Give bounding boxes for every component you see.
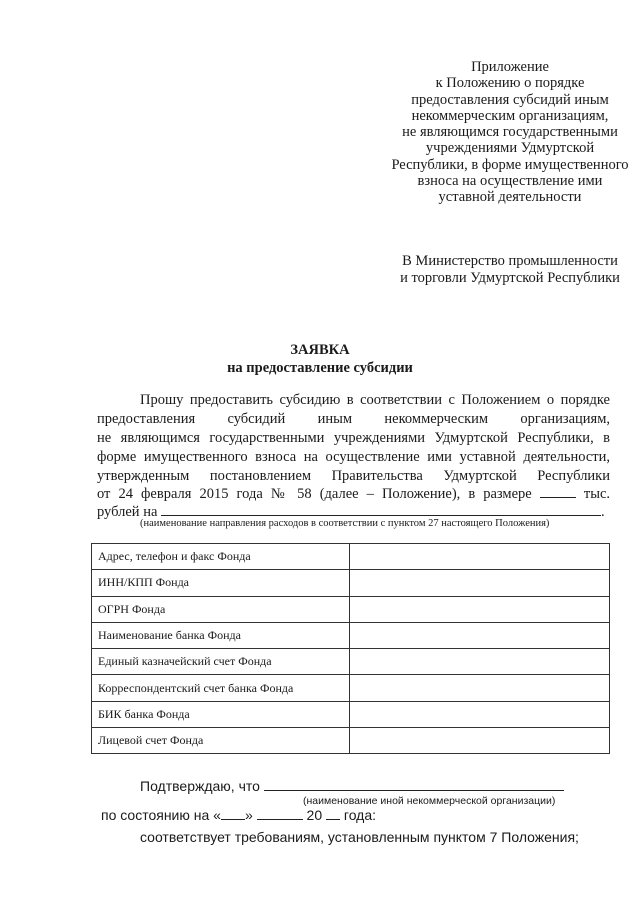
table-row <box>92 570 610 596</box>
appendix-line: к Положению о порядке <box>435 75 585 92</box>
body-line-3: не являющимся государственными учреждениями Удмуртской Республики, в <box>97 430 610 446</box>
table-row-label: Адрес, телефон и факс Фонда <box>92 544 350 570</box>
table-row-label: Лицевой счет Фонда <box>92 728 350 754</box>
table-row-value-field[interactable] <box>350 596 610 622</box>
day-blank-field[interactable] <box>221 807 245 820</box>
body-line-1: Прошу предоставить субсидию в соответствии с Положением о порядке <box>140 392 610 408</box>
table-row-value-field[interactable] <box>350 622 610 648</box>
table-row-label: Корреспондентский счет банка Фонда <box>92 675 350 701</box>
body-line-4: форме имущественного взноса на осуществление ими уставной деятельности, <box>97 449 610 465</box>
amount-blank-field[interactable] <box>540 485 576 498</box>
addressee <box>340 253 640 287</box>
table-row-value-field[interactable] <box>350 544 610 570</box>
organization-name-caption: (наименование иной некоммерческой организации) <box>303 795 556 807</box>
body-line-7-end: . <box>601 504 605 520</box>
appendix-line: Приложение <box>471 59 549 75</box>
body-line-6-unit: тыс. <box>583 486 611 502</box>
appendix-line: уставной деятельности <box>438 189 582 206</box>
body-line-2: предоставления субсидий иным некоммерческим организациям, <box>97 411 610 427</box>
expense-direction-caption: (наименование направления расходов в соответствии с пунктом 27 настоящего Положения) <box>140 518 550 529</box>
table-row <box>92 622 610 648</box>
table-row-label: Наименование банка Фонда <box>92 622 350 648</box>
date-suffix: года: <box>343 807 377 823</box>
document-title: ЗАЯВКА <box>290 342 350 358</box>
table-row-value-field[interactable] <box>350 675 610 701</box>
table-row <box>92 649 610 675</box>
table-row <box>92 728 610 754</box>
body-line-6-text: от 24 февраля 2015 года № 58 (далее – Положение), в размере <box>97 486 532 502</box>
date-quote-close: » <box>244 807 253 823</box>
document-subtitle: на предоставление субсидии <box>227 360 413 376</box>
table-row-label: ИНН/КПП Фонда <box>92 570 350 596</box>
date-prefix: по состоянию на « <box>101 807 221 823</box>
table-row <box>92 701 610 727</box>
appendix-header <box>340 59 640 206</box>
body-line-7-text: рублей на <box>97 504 158 520</box>
appendix-line: учреждениями Удмуртской <box>425 140 595 157</box>
table-row <box>92 596 610 622</box>
appendix-line: Республики, в форме имущественного <box>391 156 629 173</box>
organization-name-blank-field[interactable] <box>264 778 564 791</box>
table-row-label: Единый казначейский счет Фонда <box>92 649 350 675</box>
fund-requisites-table <box>91 543 610 754</box>
requirement-statement: соответствует требованиям, установленным пунктом 7 Положения; <box>140 829 579 845</box>
table-row-value-field[interactable] <box>350 570 610 596</box>
confirm-text: Подтверждаю, что <box>140 778 260 794</box>
table-row-value-field[interactable] <box>350 728 610 754</box>
appendix-line: не являющимся государственными <box>402 124 618 141</box>
appendix-line: взноса на осуществление ими <box>417 173 603 190</box>
expense-direction-blank-field[interactable] <box>161 503 601 516</box>
table-row-label: БИК банка Фонда <box>92 701 350 727</box>
table-row-label: ОГРН Фонда <box>92 596 350 622</box>
table-row <box>92 675 610 701</box>
body-line-5: утвержденным постановлением Правительства Удмуртской Республики <box>97 468 610 484</box>
appendix-line: некоммерческим организациям, <box>411 107 609 124</box>
body-line-6 <box>97 485 610 503</box>
confirm-date-line <box>101 807 376 823</box>
table-row-value-field[interactable] <box>350 649 610 675</box>
table-row <box>92 544 610 570</box>
appendix-line: предоставления субсидий иным <box>411 91 609 108</box>
month-blank-field[interactable] <box>257 807 303 820</box>
year-blank-field[interactable] <box>326 807 340 820</box>
table-row-value-field[interactable] <box>350 701 610 727</box>
addressee-line: и торговли Удмуртской Республики <box>400 270 620 286</box>
confirm-line <box>140 778 564 794</box>
date-year-prefix: 20 <box>306 807 323 823</box>
addressee-line: В Министерство промышленности <box>402 253 618 269</box>
